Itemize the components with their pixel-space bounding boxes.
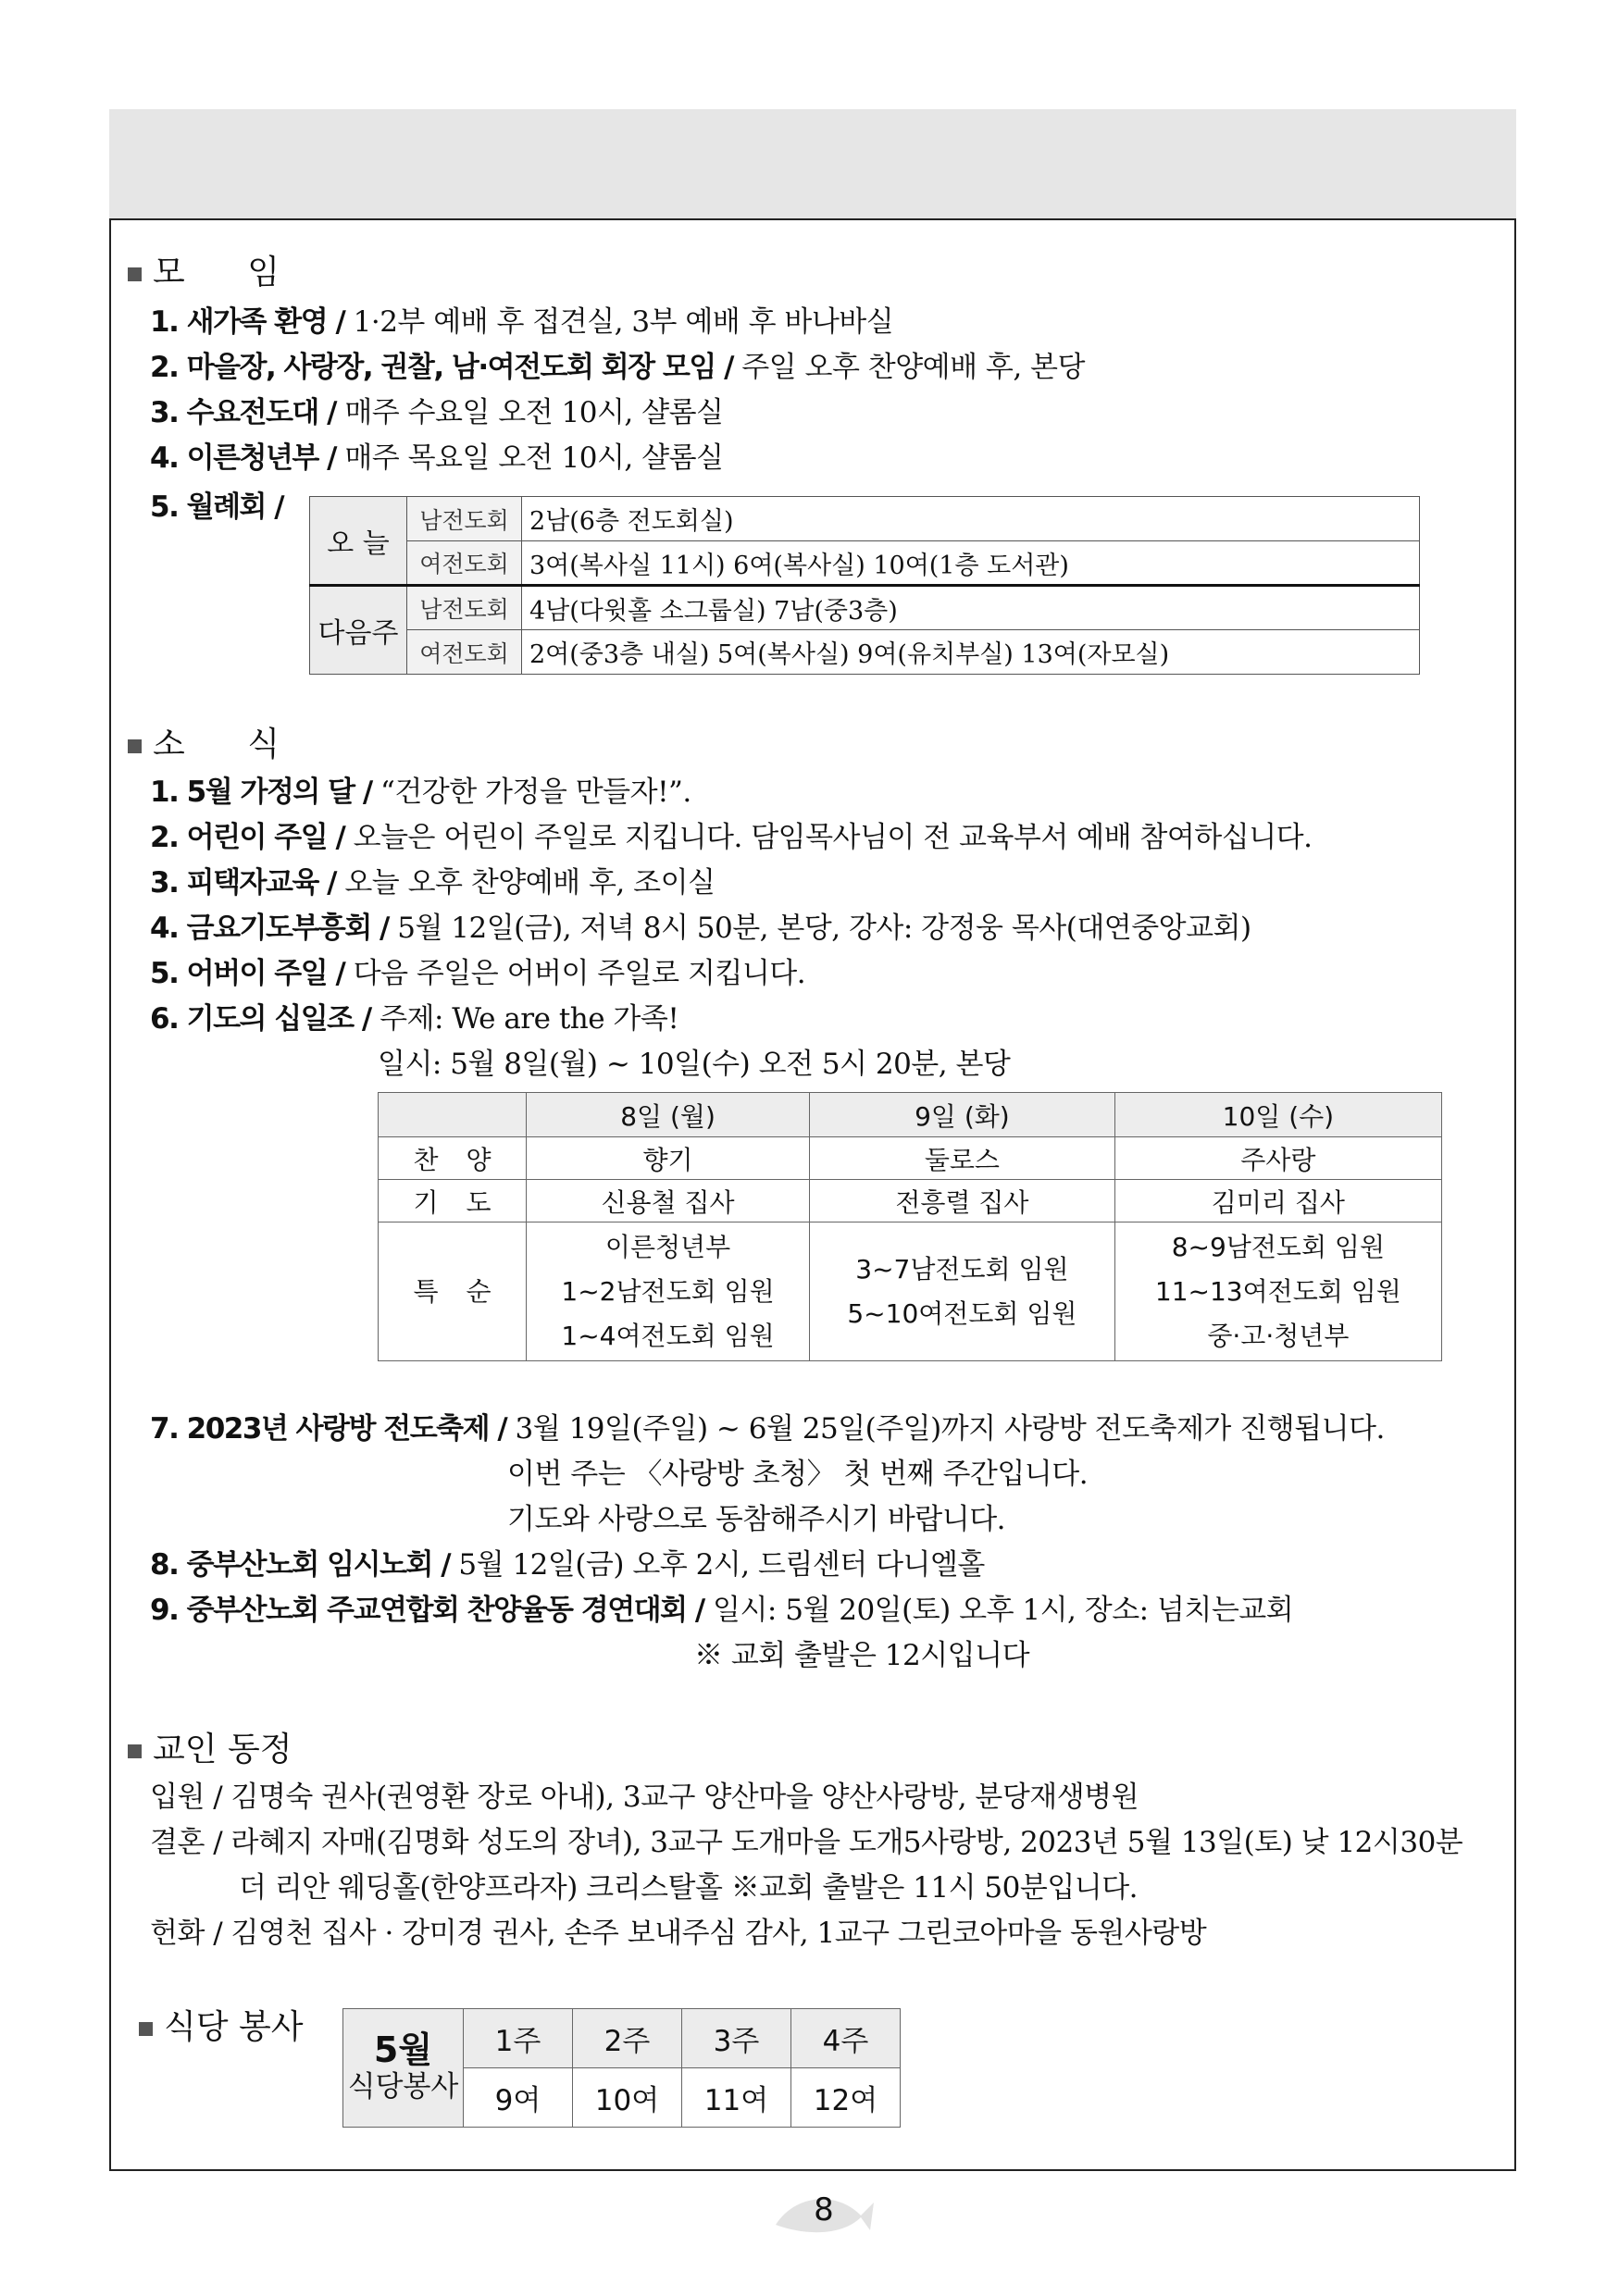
- meeting-item-3: 3. 수요전도대 / 매주 수요일 오전 10시, 샬롬실: [150, 396, 724, 429]
- today-label: 오 늘: [310, 497, 407, 586]
- row-label-special: 특순: [379, 1222, 527, 1361]
- day-header: 10일 (수): [1114, 1093, 1441, 1137]
- group-label: 남전도회: [407, 586, 522, 630]
- news-item-3: 3. 피택자교육 / 오늘 오후 찬양예배 후, 조이실: [150, 866, 716, 900]
- service-cell: 9여: [464, 2068, 573, 2128]
- meeting-item-5: 5. 월례회 /: [150, 490, 284, 524]
- week-header: 2주: [573, 2009, 682, 2068]
- table-cell: 둘로스: [810, 1137, 1115, 1180]
- meeting-location: 4남(다윗홀 소그룹실) 7남(중3층): [522, 586, 1420, 630]
- special-line: 1~2남전도회 임원: [561, 1275, 775, 1307]
- meeting-item-4: 4. 이른청년부 / 매주 목요일 오전 10시, 샬롬실: [150, 441, 724, 475]
- special-line: 1~4여전도회 임원: [561, 1320, 775, 1351]
- special-line: 8~9남전도회 임원: [1171, 1231, 1385, 1262]
- table-cell: 김미리 집사: [1114, 1180, 1441, 1222]
- news-item-5: 5. 어버이 주일 / 다음 주일은 어버이 주일로 지킵니다.: [150, 957, 806, 990]
- group-label: 여전도회: [407, 541, 522, 586]
- monthly-meeting-table: [309, 496, 1420, 675]
- meeting-location: 3여(복사실 11시) 6여(복사실) 10여(1층 도서관): [522, 541, 1420, 586]
- table-cell: 향기: [527, 1137, 810, 1180]
- meeting-location: 2남(6층 전도회실): [522, 497, 1420, 541]
- news-item-9-note: ※ 교회 출발은 12시입니다: [694, 1639, 1030, 1672]
- news-item-7-line2: 이번 주는 〈사랑방 초청〉 첫 번째 주간입니다.: [507, 1458, 1089, 1491]
- square-bullet-icon: [128, 267, 142, 281]
- members-section-title: 교인 동정: [128, 1723, 292, 1770]
- special-cell: [527, 1222, 810, 1361]
- next-week-label: 다음주: [310, 586, 407, 675]
- special-line: 3~7남전도회 임원: [855, 1253, 1069, 1285]
- row-label-praise: 찬양: [379, 1137, 527, 1180]
- month-cell: [343, 2009, 464, 2128]
- group-label: 남전도회: [407, 497, 522, 541]
- news-item-7-line3: 기도와 사랑으로 동참해주시기 바랍니다.: [507, 1503, 1005, 1536]
- row-label-prayer: 기도: [379, 1180, 527, 1222]
- members-line-flowers: 헌화 / 김영천 집사 · 강미경 권사, 손주 보내주심 감사, 1교구 그린코아마을 동원사랑방: [150, 1917, 1207, 1950]
- header-bar: [109, 109, 1516, 218]
- service-cell: 10여: [573, 2068, 682, 2128]
- row-label: 식당봉사: [347, 2069, 459, 2104]
- week-header: 4주: [791, 2009, 901, 2068]
- blank-header-cell: [379, 1093, 527, 1137]
- members-line-wedding: 결혼 / 라혜지 자매(김명화 성도의 장녀), 3교구 도개마을 도개5사랑방, 2023년 5월 13일(토) 낮 12시30분: [150, 1826, 1463, 1859]
- cafeteria-section-title: 식당 봉사: [139, 2001, 304, 2048]
- table-cell: 전흥렬 집사: [810, 1180, 1115, 1222]
- news-item-7: 7. 2023년 사랑방 전도축제 / 3월 19일(주일) ~ 6월 25일(주일)까지 사랑방 전도축제가 진행됩니다.: [150, 1412, 1385, 1446]
- news-item-9: 9. 중부산노회 주교연합회 찬양율동 경연대회 / 일시: 5월 20일(토) 오후 1시, 장소: 넘치는교회: [150, 1594, 1294, 1627]
- page-number: 8: [814, 2191, 834, 2228]
- meeting-item-2: 2. 마을장, 사랑장, 권찰, 남·여전도회 회장 모임 / 주일 오후 찬양예배 후, 본당: [150, 351, 1085, 384]
- day-header: 9일 (화): [810, 1093, 1115, 1137]
- special-cell: [1114, 1222, 1441, 1361]
- news-item-6-schedule: 일시: 5월 8일(월) ~ 10일(수) 오전 5시 20분, 본당: [378, 1048, 1011, 1081]
- week-header: 1주: [464, 2009, 573, 2068]
- news-item-8: 8. 중부산노회 임시노회 / 5월 12일(금) 오후 2시, 드림센터 다니엘홀: [150, 1548, 985, 1582]
- service-cell: 11여: [682, 2068, 791, 2128]
- meeting-item-1: 1. 새가족 환영 / 1·2부 예배 후 접견실, 3부 예배 후 바나바실: [150, 305, 894, 339]
- special-cell: [810, 1222, 1115, 1361]
- page-number-badge: [768, 2184, 879, 2240]
- month-label: 5월: [373, 2029, 433, 2070]
- table-cell: 신용철 집사: [527, 1180, 810, 1222]
- special-line: 이른청년부: [604, 1231, 731, 1262]
- members-line-wedding-venue: 더 리안 웨딩홀(한양프라자) 크리스탈홀 ※교회 출발은 11시 50분입니다.: [239, 1871, 1139, 1905]
- square-bullet-icon: [128, 1744, 142, 1758]
- special-line: 11~13여전도회 임원: [1154, 1275, 1401, 1307]
- square-bullet-icon: [128, 739, 142, 753]
- special-line: 중·고·청년부: [1207, 1320, 1350, 1351]
- group-label: 여전도회: [407, 630, 522, 675]
- table-cell: 주사랑: [1114, 1137, 1441, 1180]
- day-header: 8일 (월): [527, 1093, 810, 1137]
- week-header: 3주: [682, 2009, 791, 2068]
- service-cell: 12여: [791, 2068, 901, 2128]
- meeting-section-title: 모 임: [128, 246, 305, 293]
- news-section-title: 소 식: [128, 718, 305, 765]
- news-item-2: 2. 어린이 주일 / 오늘은 어린이 주일로 지킵니다. 담임목사님이 전 교육부서 예배 참여하십니다.: [150, 821, 1313, 854]
- prayer-schedule-table: [378, 1092, 1442, 1361]
- news-item-6: 6. 기도의 십일조 / 주제: We are the 가족!: [150, 1002, 679, 1036]
- members-line-hospital: 입원 / 김명숙 권사(권영환 장로 아내), 3교구 양산마을 양산사랑방, 분당재생병원: [150, 1781, 1139, 1814]
- news-item-4: 4. 금요기도부흥회 / 5월 12일(금), 저녁 8시 50분, 본당, 강사: 강정웅 목사(대연중앙교회): [150, 912, 1251, 945]
- news-item-1: 1. 5월 가정의 달 / “건강한 가정을 만들자!”.: [150, 776, 691, 809]
- special-line: 5~10여전도회 임원: [847, 1297, 1077, 1329]
- square-bullet-icon: [139, 2022, 153, 2036]
- meeting-location: 2여(중3층 내실) 5여(복사실) 9여(유치부실) 13여(자모실): [522, 630, 1420, 675]
- cafeteria-table: [342, 2008, 901, 2128]
